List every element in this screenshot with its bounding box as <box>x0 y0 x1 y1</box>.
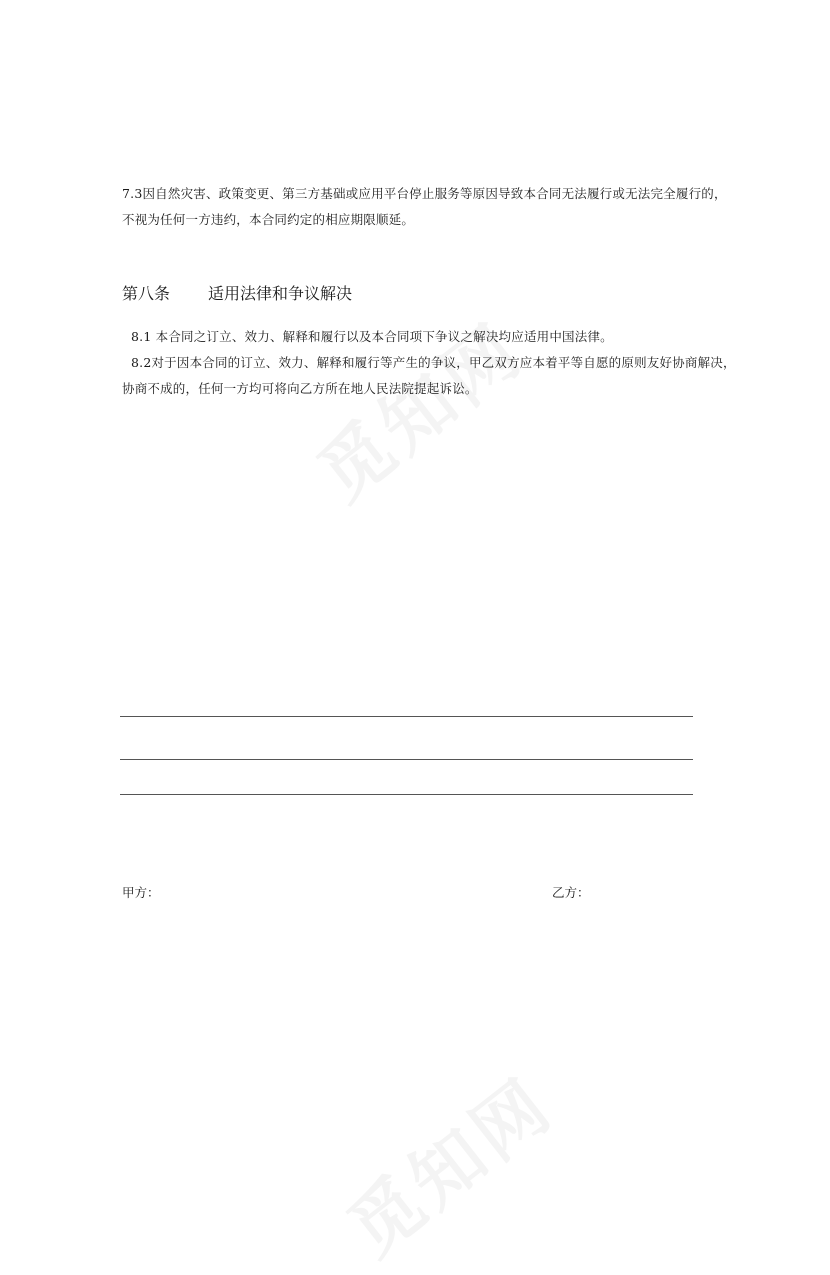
party-b-label: 乙方： <box>552 885 590 900</box>
article-8-heading <box>122 282 352 306</box>
clause-8-2-line1: 8.2对于因本合同的订立、效力、解释和履行等产生的争议，甲乙双方应本着平等自愿的原则友好协商解决， <box>131 355 736 370</box>
separator-line-1 <box>120 716 693 717</box>
article-8-number: 第八条 <box>122 284 171 303</box>
clause-8-2-line2: 协商不成的，任何一方均可将向乙方所在地人民法院提起诉讼。 <box>122 381 478 396</box>
party-a-label: 甲方： <box>122 885 160 900</box>
separator-line-2 <box>120 759 693 760</box>
watermark-bottom <box>323 1049 571 1275</box>
separator-line-3 <box>120 794 693 795</box>
clause-7-3-line2: 不视为任何一方违约，本合同约定的相应期限顺延。 <box>122 212 415 227</box>
clause-7-3-line1: 7.3因自然灾害、政策变更、第三方基础或应用平台停止服务等原因导致本合同无法履行或无法完全履行的， <box>122 186 727 201</box>
article-8-title: 适用法律和争议解决 <box>208 284 353 303</box>
clause-8-1-line1: 8.1 本合同之订立、效力、解释和履行以及本合同项下争议之解决均应适用中国法律。 <box>131 329 613 344</box>
